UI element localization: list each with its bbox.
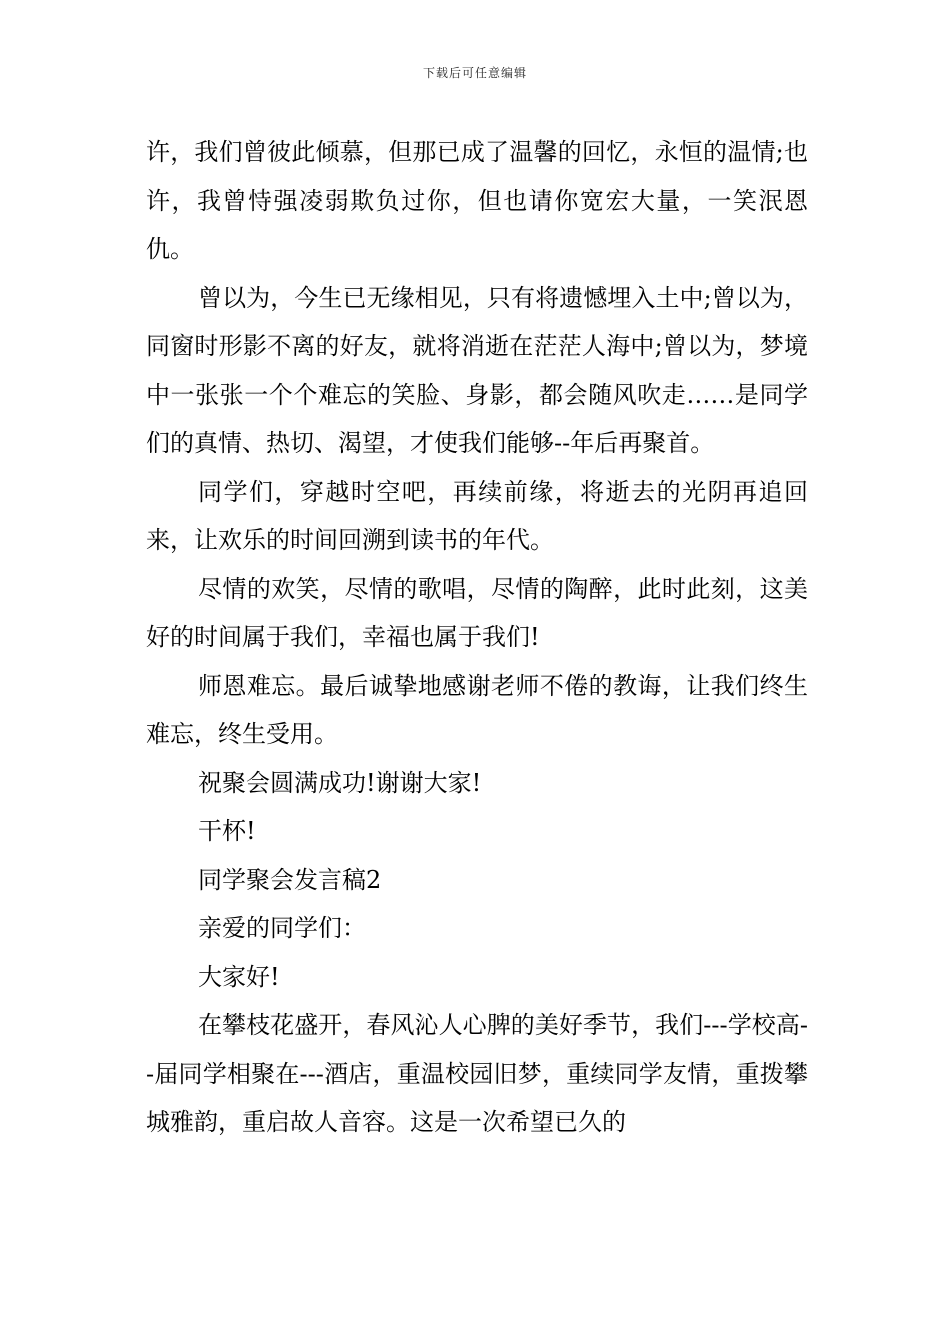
section-title: 同学聚会发言稿2 [198, 865, 382, 894]
paragraph-7: 干杯! [198, 817, 256, 845]
paragraph-1: 许，我们曾彼此倾慕，但那已成了温馨的回忆，永恒的温情;也许，我曾恃强凌弱欺负过你，但也请你宽宏大量，一笑泯恩仇。 [146, 138, 808, 263]
paragraph-6: 祝聚会圆满成功!谢谢大家! [198, 768, 482, 797]
paragraph-3: 同学们，穿越时空吧，再续前缘，将逝去的光阴再追回来，让欢乐的时间回溯到读书的年代。 [146, 477, 808, 554]
paragraph-5: 师恩难忘。最后诚挚地感谢老师不倦的教诲，让我们终生难忘，终生受用。 [146, 671, 808, 748]
greeting: 大家好! [198, 962, 280, 991]
document-body [146, 128, 808, 1147]
paragraph-11: 在攀枝花盛开，春风沁人心脾的美好季节，我们---学校高--届同学相聚在---酒店，重温校园旧梦，重续同学友情，重拨攀城雅韵，重启故人音容。这是一次希望已久的 [146, 1011, 808, 1136]
salutation: 亲爱的同学们： [198, 914, 366, 942]
page-header: 下载后可任意编辑 [422, 66, 527, 80]
paragraph-4: 尽情的欢笑，尽情的歌唱，尽情的陶醉，此时此刻，这美好的时间属于我们，幸福也属于我们! [146, 574, 808, 651]
paragraph-2: 曾以为，今生已无缘相见，只有将遗憾埋入土中;曾以为，同窗时形影不离的好友，就将消逝在茫茫人海中;曾以为，梦境中一张张一个个难忘的笑脸、身影，都会随风吹走……是同学们的真情、热切、渴望，才使我们能够--年后再聚首。 [146, 283, 808, 457]
